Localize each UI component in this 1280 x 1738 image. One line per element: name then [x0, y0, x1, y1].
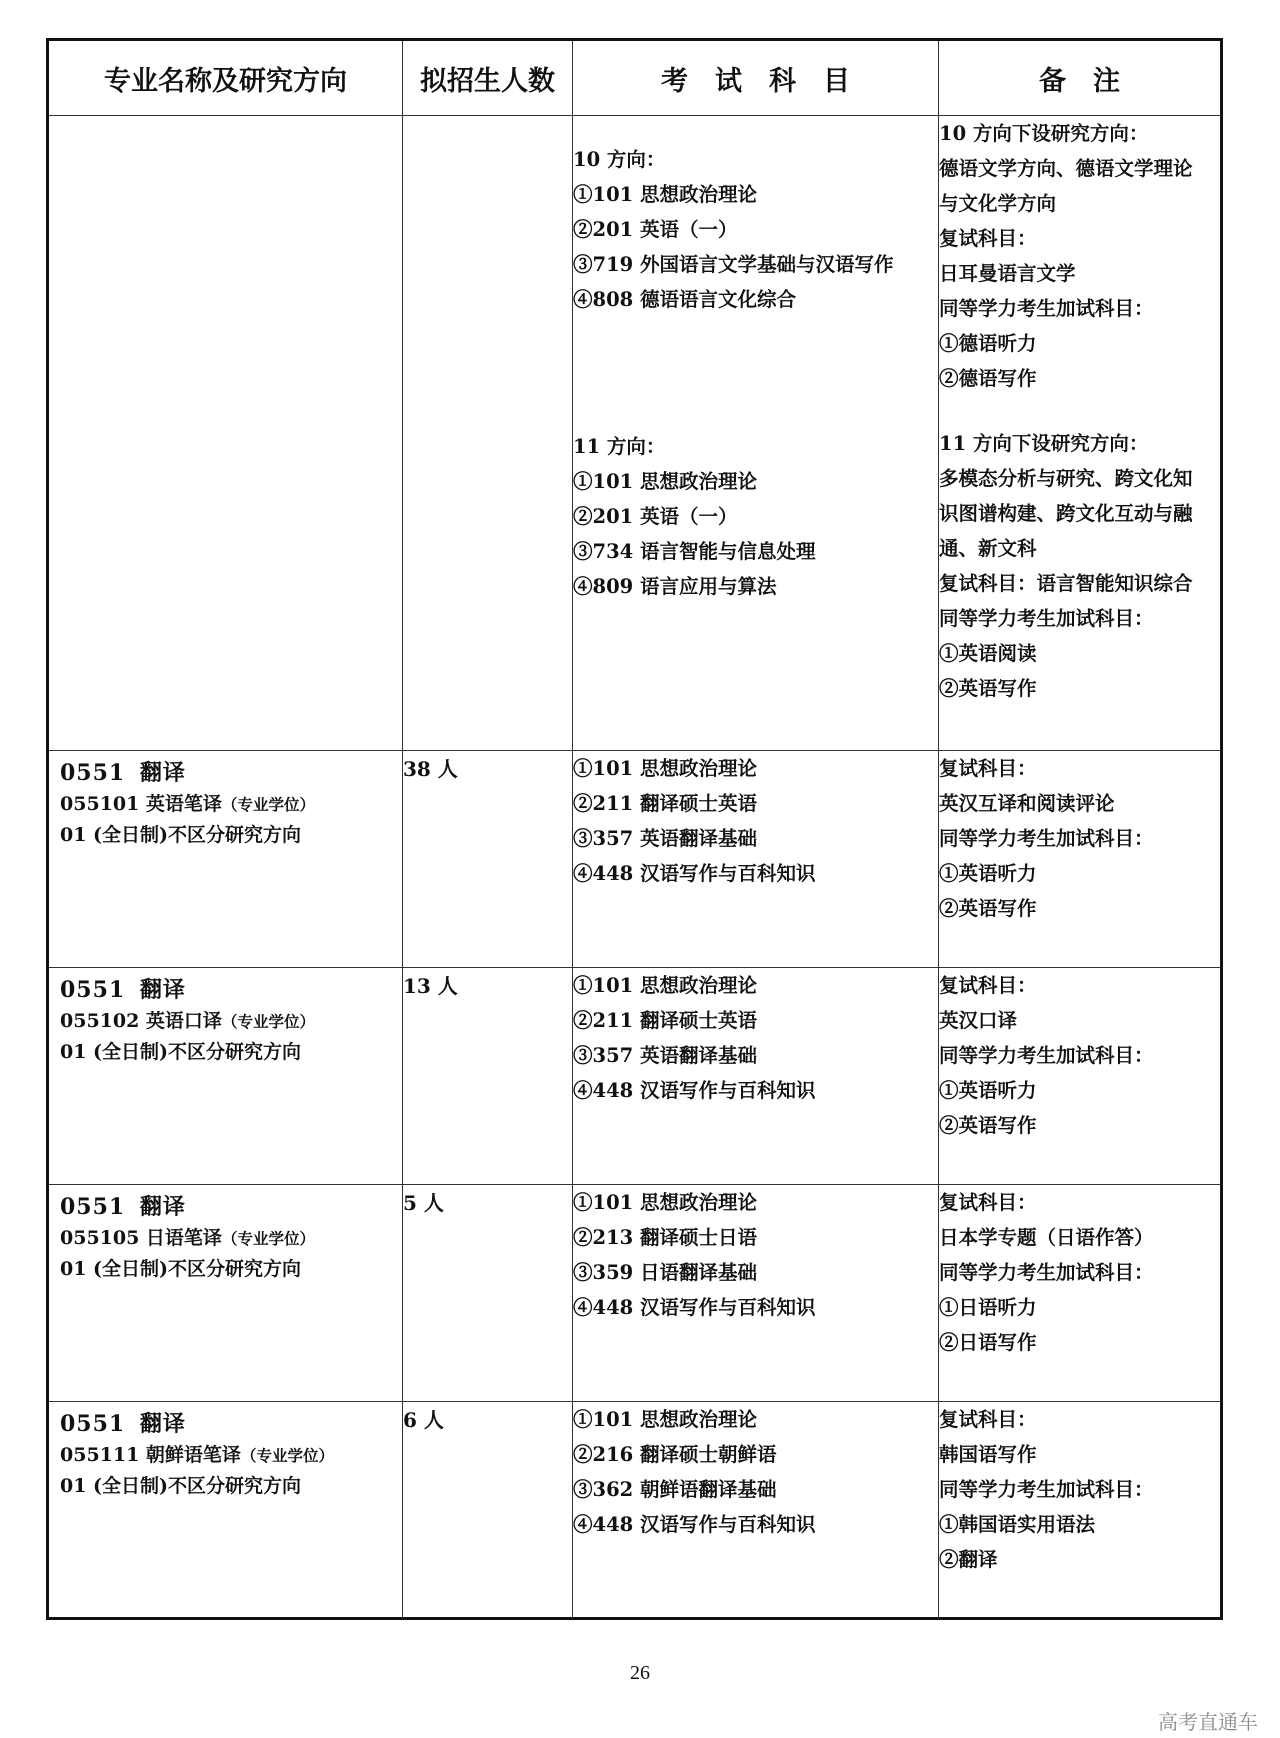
- note-line: ①英语阅读: [939, 642, 1037, 665]
- major-cell: [48, 1185, 403, 1402]
- page-number: 26: [630, 1662, 650, 1684]
- table-row: [48, 968, 1222, 1185]
- note-line: 复试科目：: [939, 1408, 1037, 1431]
- major-code: 0551: [60, 760, 126, 786]
- header-count: 拟招生人数: [403, 40, 573, 116]
- table-row: [48, 1402, 1222, 1619]
- major-name: 翻译: [139, 1194, 186, 1220]
- major-code: 0551: [60, 1194, 126, 1220]
- direction: 01 (全日制)不区分研究方向: [60, 1258, 302, 1280]
- subject-item: ①101 思想政治理论: [573, 183, 757, 206]
- note-line: 复试科目：: [939, 757, 1037, 780]
- notes-cell: [939, 1402, 1222, 1619]
- subjects-cell: [573, 968, 939, 1185]
- degree-tag: （专业学位）: [221, 1012, 315, 1031]
- subject-item: ②201 英语（一）: [573, 505, 738, 528]
- subjects-10-title: 10 方向：: [573, 148, 666, 171]
- degree-tag: （专业学位）: [221, 795, 315, 814]
- table-row-continued: [48, 116, 1222, 751]
- subject-item: ③362 朝鲜语翻译基础: [573, 1478, 777, 1501]
- count-cell: [403, 116, 573, 751]
- major-name: 翻译: [139, 977, 186, 1003]
- note-line: ②德语写作: [939, 367, 1037, 390]
- sub-major: 055101 英语笔译: [60, 793, 222, 815]
- subjects-cell: [573, 1185, 939, 1402]
- note-line: ①英语听力: [939, 862, 1037, 885]
- enrollment-count: 38 人: [403, 751, 573, 968]
- header-major: 专业名称及研究方向: [48, 40, 403, 116]
- notes-cell: [939, 116, 1222, 751]
- subject-item: ③359 日语翻译基础: [573, 1261, 757, 1284]
- note-line: 复试科目：: [939, 974, 1037, 997]
- header-row: [48, 40, 1222, 116]
- sub-major: 055105 日语笔译: [60, 1227, 222, 1249]
- note-line: 日耳曼语言文学: [939, 262, 1076, 285]
- subject-item: ④448 汉语写作与百科知识: [573, 1513, 816, 1536]
- degree-tag: （专业学位）: [221, 1229, 315, 1248]
- note-line: 与文化学方向: [939, 192, 1057, 215]
- sub-major: 055102 英语口译: [60, 1010, 222, 1032]
- note-line: 复试科目：语言智能知识综合: [939, 572, 1193, 595]
- major-name: 翻译: [139, 1411, 186, 1437]
- note-line: 多模态分析与研究、跨文化知: [939, 467, 1193, 490]
- subject-item: ④809 语言应用与算法: [573, 575, 777, 598]
- major-cell: [48, 116, 403, 751]
- notes-cell: [939, 751, 1222, 968]
- major-cell: [48, 968, 403, 1185]
- note-line: 同等学力考生加试科目：: [939, 1261, 1154, 1284]
- subject-item: ④448 汉语写作与百科知识: [573, 1079, 816, 1102]
- watermark: 高考直通车: [1158, 1710, 1258, 1734]
- subject-item: ③734 语言智能与信息处理: [573, 540, 816, 563]
- note-line: 11 方向下设研究方向：: [939, 432, 1149, 455]
- subject-item: ②213 翻译硕士日语: [573, 1226, 757, 1249]
- note-line: 复试科目：: [939, 227, 1037, 250]
- note-line: 同等学力考生加试科目：: [939, 1478, 1154, 1501]
- subject-item: ③719 外国语言文学基础与汉语写作: [573, 253, 894, 276]
- note-line: ①英语听力: [939, 1079, 1037, 1102]
- enrollment-count: 5 人: [403, 1185, 573, 1402]
- note-line: 英汉互译和阅读评论: [939, 792, 1115, 815]
- note-line: ②英语写作: [939, 1114, 1037, 1137]
- subjects-cell: [573, 751, 939, 968]
- subjects-cell: [573, 1402, 939, 1619]
- subjects-11-title: 11 方向：: [573, 435, 666, 458]
- note-line: 韩国语写作: [939, 1443, 1037, 1466]
- note-line: 同等学力考生加试科目：: [939, 827, 1154, 850]
- note-line: 同等学力考生加试科目：: [939, 607, 1154, 630]
- note-line: 德语文学方向、德语文学理论: [939, 157, 1193, 180]
- subject-item: ②211 翻译硕士英语: [573, 792, 757, 815]
- major-cell: [48, 1402, 403, 1619]
- direction: 01 (全日制)不区分研究方向: [60, 824, 302, 846]
- note-line: 同等学力考生加试科目：: [939, 1044, 1154, 1067]
- note-line: ②英语写作: [939, 897, 1037, 920]
- enrollment-count: 13 人: [403, 968, 573, 1185]
- note-line: 10 方向下设研究方向：: [939, 122, 1149, 145]
- subject-item: ③357 英语翻译基础: [573, 827, 757, 850]
- note-line: ②英语写作: [939, 677, 1037, 700]
- subject-item: ④448 汉语写作与百科知识: [573, 1296, 816, 1319]
- note-line: ①日语听力: [939, 1296, 1037, 1319]
- note-line: ②日语写作: [939, 1331, 1037, 1354]
- note-line: 通、新文科: [939, 537, 1037, 560]
- table-row: [48, 1185, 1222, 1402]
- admissions-table: [46, 38, 1223, 1620]
- note-line: 复试科目：: [939, 1191, 1037, 1214]
- subject-item: ②216 翻译硕士朝鲜语: [573, 1443, 777, 1466]
- subject-item: ③357 英语翻译基础: [573, 1044, 757, 1067]
- note-line: ①德语听力: [939, 332, 1037, 355]
- subject-item: ①101 思想政治理论: [573, 1408, 757, 1431]
- subject-item: ②211 翻译硕士英语: [573, 1009, 757, 1032]
- direction: 01 (全日制)不区分研究方向: [60, 1475, 302, 1497]
- major-name: 翻译: [139, 760, 186, 786]
- note-line: 英汉口译: [939, 1009, 1018, 1032]
- enrollment-count: 6 人: [403, 1402, 573, 1619]
- subject-item: ①101 思想政治理论: [573, 1191, 757, 1214]
- note-line: 同等学力考生加试科目：: [939, 297, 1154, 320]
- subject-item: ④448 汉语写作与百科知识: [573, 862, 816, 885]
- major-code: 0551: [60, 1411, 126, 1437]
- degree-tag: （专业学位）: [240, 1446, 334, 1465]
- notes-cell: [939, 1185, 1222, 1402]
- notes-cell: [939, 968, 1222, 1185]
- major-cell: [48, 751, 403, 968]
- subject-item: ①101 思想政治理论: [573, 757, 757, 780]
- direction: 01 (全日制)不区分研究方向: [60, 1041, 302, 1063]
- subject-item: ①101 思想政治理论: [573, 974, 757, 997]
- sub-major: 055111 朝鲜语笔译: [60, 1444, 241, 1466]
- table-row: [48, 751, 1222, 968]
- header-subjects: 考 试 科 目: [573, 40, 939, 116]
- major-code: 0551: [60, 977, 126, 1003]
- note-line: ②翻译: [939, 1548, 998, 1571]
- note-line: 日本学专题（日语作答）: [939, 1226, 1154, 1249]
- subject-item: ②201 英语（一）: [573, 218, 738, 241]
- note-line: 识图谱构建、跨文化互动与融: [939, 502, 1193, 525]
- subjects-cell: [573, 116, 939, 751]
- subject-item: ①101 思想政治理论: [573, 470, 757, 493]
- note-line: ①韩国语实用语法: [939, 1513, 1096, 1536]
- subject-item: ④808 德语语言文化综合: [573, 288, 796, 311]
- header-notes: 备 注: [939, 40, 1222, 116]
